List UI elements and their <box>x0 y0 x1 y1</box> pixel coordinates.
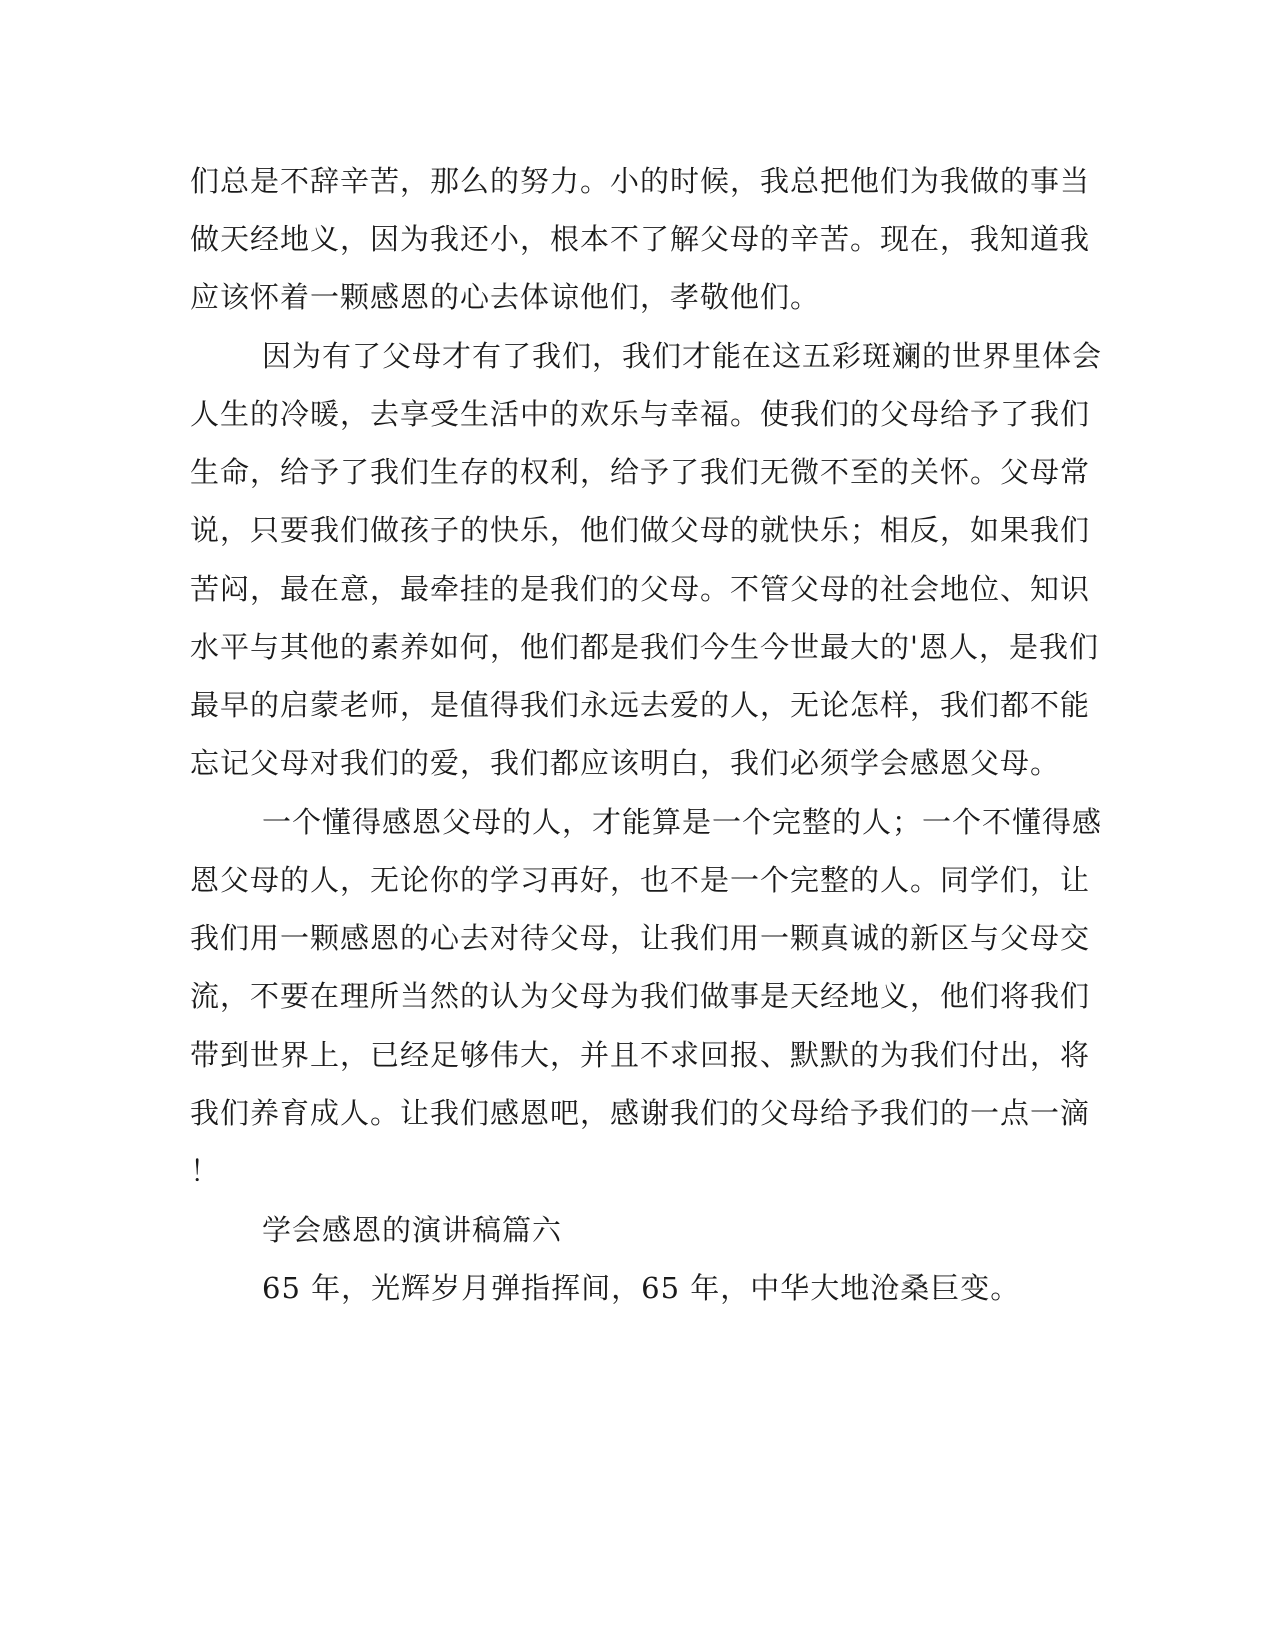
text-line: 最早的启蒙老师，是值得我们永远去爱的人，无论怎样，我们都不能 <box>190 688 1091 722</box>
text-line: 我们养育成人。让我们感恩吧，感谢我们的父母给予我们的一点一滴 <box>190 1096 1091 1130</box>
text-line: 人生的冷暖，去享受生活中的欢乐与幸福。使我们的父母给予了我们 <box>190 397 1091 431</box>
paragraph-start-line: 一个懂得感恩父母的人，才能算是一个完整的人；一个不懂得感 <box>262 805 1103 839</box>
text-line: 应该怀着一颗感恩的心去体谅他们，孝敬他们。 <box>190 280 821 314</box>
text-line: 们总是不辞辛苦，那么的努力。小的时候，我总把他们为我做的事当 <box>190 164 1091 198</box>
text-line: 我们用一颗感恩的心去对待父母，让我们用一颗真诚的新区与父母交 <box>190 921 1091 955</box>
text-line: 水平与其他的素养如何，他们都是我们今生今世最大的'恩人，是我们 <box>190 630 1099 664</box>
paragraph-start-line: 因为有了父母才有了我们，我们才能在这五彩斑斓的世界里体会 <box>262 339 1103 373</box>
text-line: 恩父母的人，无论你的学习再好，也不是一个完整的人。同学们，让 <box>190 863 1091 897</box>
text-line: 苦闷，最在意，最牵挂的是我们的父母。不管父母的社会地位、知识 <box>190 572 1091 606</box>
text-line: 说，只要我们做孩子的快乐，他们做父母的就快乐；相反，如果我们 <box>190 513 1091 547</box>
paragraph-start-line: 65 年，光辉岁月弹指挥间，65 年，中华大地沧桑巨变。 <box>262 1271 1021 1305</box>
text-line: 做天经地义，因为我还小，根本不了解父母的辛苦。现在，我知道我 <box>190 222 1091 256</box>
section-heading: 学会感恩的演讲稿篇六 <box>262 1213 563 1247</box>
text-line: 带到世界上，已经足够伟大，并且不求回报、默默的为我们付出，将 <box>190 1038 1091 1072</box>
text-line: 流，不要在理所当然的认为父母为我们做事是天经地义，他们将我们 <box>190 979 1091 1013</box>
text-line: 忘记父母对我们的爱，我们都应该明白，我们必须学会感恩父母。 <box>190 746 1061 780</box>
text-line: ！ <box>190 1154 221 1188</box>
text-line: 生命，给予了我们生存的权利，给予了我们无微不至的关怀。父母常 <box>190 455 1091 489</box>
